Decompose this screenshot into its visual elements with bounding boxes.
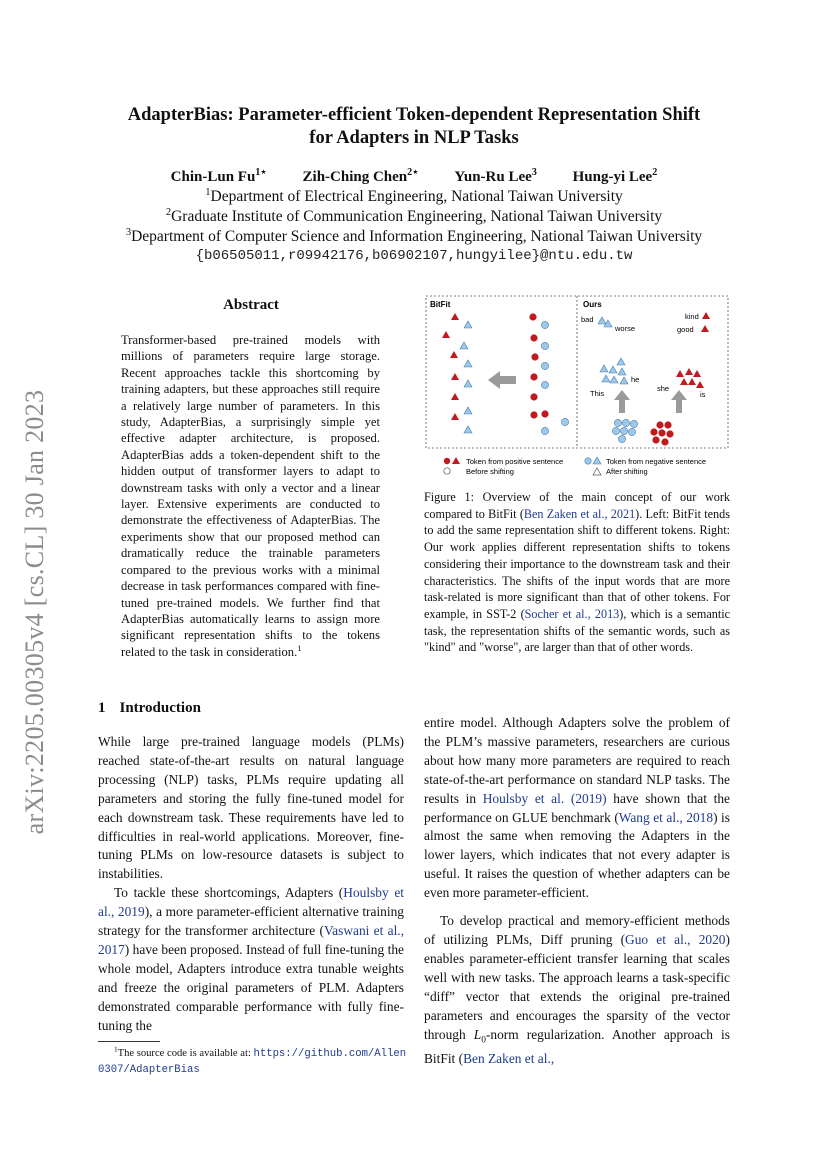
panel-label-ours: Ours: [583, 300, 602, 309]
footnote-divider: [98, 1041, 160, 1042]
citation-link[interactable]: Wang et al., 2018: [618, 809, 714, 825]
author-list: [80, 169, 748, 186]
legend-before-circle: [444, 468, 450, 474]
word-label-good: good: [677, 325, 694, 334]
word-label-this: This: [590, 389, 605, 398]
word-label-is: is: [700, 390, 706, 399]
negative-token-marker: [602, 375, 610, 382]
author-4: Hung-yi Lee$^2$: [572, 167, 658, 185]
title-line-2: for Adapters in NLP Tasks: [309, 128, 519, 148]
positive-token-marker: [529, 313, 536, 320]
positive-token-marker: [451, 413, 459, 420]
negative-token-marker: [598, 317, 606, 324]
right-column-body: [424, 714, 730, 1069]
word-label-he: he: [631, 375, 640, 384]
figure-1-diagram: [424, 294, 730, 478]
left-column-body: [98, 733, 404, 1036]
positive-token-marker: [652, 436, 659, 443]
negative-token-marker: [600, 365, 608, 372]
legend-after-triangle: [593, 468, 601, 475]
legend-negative-circle: [585, 458, 591, 464]
negative-token-marker: [628, 428, 635, 435]
negative-token-marker: [618, 435, 625, 442]
word-label-kind: kind: [685, 312, 699, 321]
shift-arrow-left: [488, 371, 516, 389]
positive-token-marker: [541, 410, 548, 417]
positive-token-marker: [656, 421, 663, 428]
section-heading-introduction: [98, 700, 201, 717]
author-emails: {b06505011,r09942176,b06902107,hungyilee}@ntu.edu.tw: [195, 248, 633, 264]
arxiv-identifier-text: arXiv:2205.00305v4 [cs.CL] 30 Jan 2023: [20, 389, 49, 835]
positive-token-marker: [664, 421, 671, 428]
citation-link[interactable]: Ben Zaken et al.,: [463, 1051, 555, 1067]
figure-1-caption: Figure 1: Overview of the main concept of our work compared to BitFit (Ben Zaken et al., 2021). Left: BitFit tends to add the same representation shift to different tokens. Right: Our work applies different representation shifts to tokens considering their importance to the downstream task and their characteristics. The shifts of the input words that are more task-related is more significant than that of other tokens. For example, in SST-2 (Socher et al., 2013), which is a semantic task, the representation shifts of the semantic words, such as "kind" and "worse", are larger than that of other words.: [424, 490, 731, 655]
figure-legend: [444, 457, 706, 476]
author-1: Chin-Lun $Fu^{1⋆}$: [170, 167, 267, 185]
positive-token-marker: [676, 370, 684, 377]
source-code-link[interactable]: https://github.com/Allen0307/AdapterBias: [98, 1048, 407, 1076]
legend-positive-circle: [444, 458, 450, 464]
intro-paragraph-1: While large pre-trained language models (PLMs) reached state-of-the-art results on natural language processing (NLP) tasks, PLMs require updating all parameters and storing the fully fine-tuned model for each downstream task. These requirements have led to difficulties in real-world applications. Moreover, fine-tuning PLMs on low-resource datasets is subject to instabilities.: [98, 734, 404, 882]
negative-token-marker: [541, 362, 548, 369]
math-l0-norm: $L_0$: [473, 1026, 486, 1046]
title-line-1: AdapterBias: Parameter-efficient Token-dependent Representation Shift: [127, 105, 701, 125]
negative-token-marker: [464, 321, 472, 328]
positive-token-marker: [650, 428, 657, 435]
negative-token-marker: [541, 381, 548, 388]
citation-link[interactable]: Ben Zaken et al., 2021: [523, 506, 636, 521]
legend-negative-label: Token from negative sentence: [606, 457, 707, 466]
positive-token-marker: [530, 334, 537, 341]
negative-token-marker: [620, 427, 627, 434]
positive-token-marker: [693, 370, 701, 377]
negative-token-marker: [541, 321, 548, 328]
negative-token-marker: [464, 407, 472, 414]
positive-token-marker: [451, 393, 459, 400]
author-2: Zih-Ching Chen$^{2⋆}$: [302, 167, 419, 185]
positive-token-marker: [696, 381, 704, 388]
negative-token-marker: [617, 358, 625, 365]
footnote: [98, 1046, 408, 1078]
positive-token-marker: [661, 438, 668, 445]
word-label-worse: worse: [615, 324, 636, 333]
intro-paragraph-2-continued: entire model. Although Adapters solve the problem of the PLM’s massive parameters, researchers are curious about how many more parameters are required to reach state-of-the-art performance on standard NLP tasks. The results in Houlsby et al. (2019) have shown that the performance on GLUE benchmark (Wang et al., 2018) is almost the same when removing the Adapters in the lower layers, which indicates that not every adapter is useful. It raises the question of whether adapters can be even more parameter-efficient.: [424, 715, 730, 901]
ours-shifted-tokens: [581, 312, 710, 399]
negative-token-marker: [609, 366, 617, 373]
positive-token-marker: [530, 393, 537, 400]
abstract-text: Transformer-based pre-trained models with millions of parameters require large storage. Recent approaches tackle this shortcoming by training adapters, but these approaches still require a relatively large number of parameters. In this study, AdapterBias, a surprisingly simple yet effective adapter architecture, is proposed. AdapterBias adds a token-dependent shift to the hidden output of transformer layers to adapt to downstream tasks with only a vector and a linear layer. Extensive experiments are conducted to demonstrate the effectiveness of AdapterBias. The experiments show that our proposed method can dramatically reduce the trainable parameters compared to the previous works with a minimal decrease in task performances compared with fine-tuned pre-trained models. We further find that AdapterBias automatically learns to assign more significant representation shifts to the tokens related to the task in consideration.: [121, 333, 380, 659]
negative-token-marker: [612, 427, 619, 434]
shift-arrow-up-positive: [671, 390, 687, 413]
positive-token-marker: [451, 373, 459, 380]
negative-token-marker: [464, 426, 472, 433]
negative-token-marker: [460, 342, 468, 349]
positive-token-marker: [702, 312, 710, 319]
paper-title: [80, 104, 748, 150]
word-label-bad: bad: [581, 315, 594, 324]
negative-token-marker: [541, 342, 548, 349]
negative-token-marker: [620, 377, 628, 384]
citation-link[interactable]: Vaswani et al., 2017: [98, 923, 404, 957]
footnote-text: The source code is available at:: [117, 1048, 254, 1059]
legend-after-label: After shifting: [606, 467, 648, 476]
positive-token-marker: [658, 429, 665, 436]
positive-token-marker: [531, 353, 538, 360]
ours-original-tokens: [612, 419, 673, 445]
positive-token-marker: [530, 373, 537, 380]
negative-token-marker: [614, 419, 621, 426]
positive-token-marker: [530, 411, 537, 418]
positive-token-marker: [442, 331, 450, 338]
positive-token-marker: [688, 378, 696, 385]
negative-token-marker: [618, 368, 626, 375]
legend-before-label: Before shifting: [466, 467, 514, 476]
shift-arrow-up-negative: [614, 390, 630, 413]
arxiv-identifier-stamp: [8, 372, 62, 852]
positive-token-marker: [450, 351, 458, 358]
negative-token-marker: [610, 376, 618, 383]
legend-positive-triangle: [452, 457, 460, 464]
section-title: Introduction: [119, 700, 201, 716]
legend-negative-triangle: [593, 457, 601, 464]
abstract-footnote-mark: 1: [297, 642, 302, 653]
bitfit-after-tokens: [529, 313, 568, 434]
author-3: Yun-Ru Lee$^3$: [454, 167, 537, 185]
footnote-mark: 1: [114, 1045, 118, 1054]
section-number: 1: [98, 700, 106, 716]
panel-label-bitfit: BitFit: [430, 300, 451, 309]
positive-token-marker: [451, 313, 459, 320]
negative-token-marker: [541, 427, 548, 434]
citation-link[interactable]: Houlsby et al., 2019: [98, 885, 404, 920]
negative-token-marker: [630, 420, 637, 427]
word-label-she: she: [657, 384, 670, 393]
negative-token-marker: [464, 360, 472, 367]
citation-link[interactable]: Houlsby et al. (2019): [482, 790, 607, 806]
negative-token-marker: [622, 419, 629, 426]
legend-positive-label: Token from positive sentence: [466, 457, 564, 466]
positive-token-marker: [701, 325, 709, 332]
affiliation-1: $^1$Department of Electrical Engineering, National Taiwan University: [205, 186, 623, 205]
affiliation-2: $^2$Graduate Institute of Communication Engineering, National Taiwan University: [165, 206, 663, 225]
positive-token-marker: [666, 430, 673, 437]
intro-paragraph-3: To develop practical and memory-efficient methods of utilizing PLMs, Diff pruning (Guo et al., 2020) enables parameter-efficient transfer learning that scales well with new tasks. The approach learns a task-specific “diff” vector that extends the original pre-trained parameters and encourages the sparsity of the vector through $L_0$-norm regularization. Another approach is BitFit (Ben Zaken et al.,: [424, 913, 730, 1067]
negative-token-marker: [464, 380, 472, 387]
citation-link[interactable]: Socher et al., 2013: [524, 606, 620, 621]
positive-token-marker: [685, 368, 693, 375]
abstract-heading: Abstract: [223, 297, 279, 313]
abstract-body: [121, 332, 380, 660]
intro-paragraph-2: To tackle these shortcomings, Adapters (Houlsby et al., 2019), a more parameter-efficient alternative training strategy for the transformer architecture (Vaswani et al., 2017) have been proposed. Instead of full fine-tuning the whole model, Adapters introduce extra tunable weights and freeze the original parameters of PLM. Adapters demonstrated comparable performance with fully fine-tuning the: [98, 885, 404, 1033]
citation-link[interactable]: Guo et al., 2020: [625, 931, 726, 947]
negative-token-marker: [561, 418, 568, 425]
positive-token-marker: [680, 378, 688, 385]
affiliation-3: $^3$Department of Computer Science and Information Engineering, National Taiwan University: [125, 226, 703, 245]
bitfit-before-tokens: [442, 313, 472, 433]
